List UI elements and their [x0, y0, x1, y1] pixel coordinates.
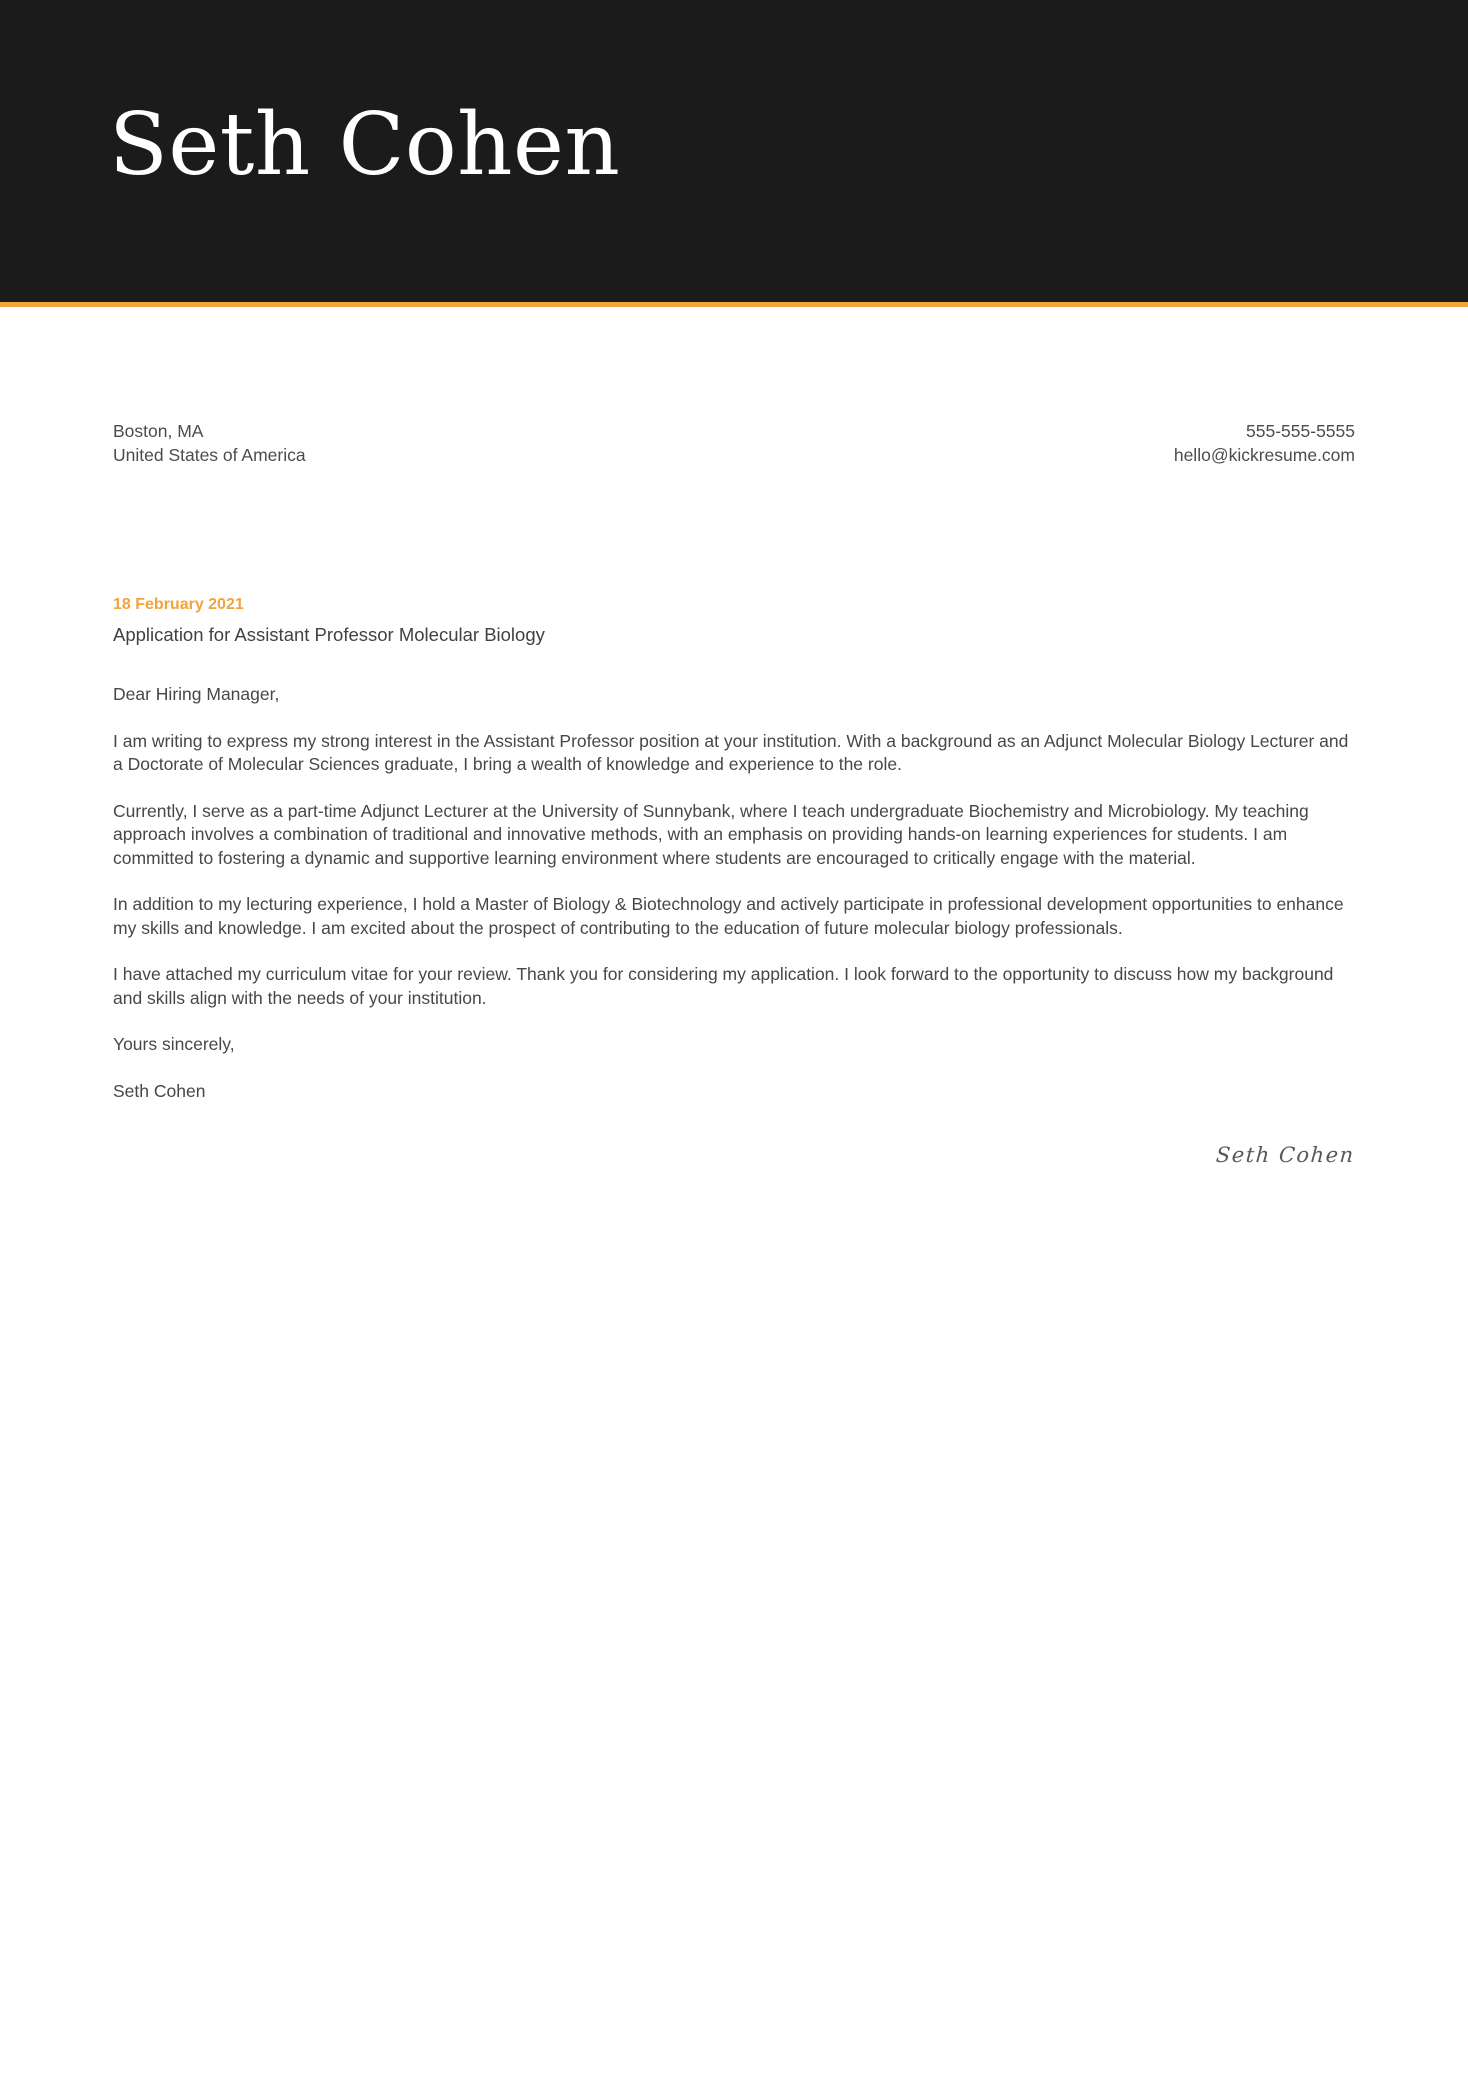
letter-subject: Application for Assistant Professor Molecular Biology	[113, 624, 545, 645]
letter-content	[0, 419, 1468, 1167]
closing-phrase: Yours sincerely,	[113, 1034, 235, 1054]
paragraph-qualifications: In addition to my lecturing experience, I hold a Master of Biology & Biotechnology and actively participate in professional development opportunities to enhance my skills and knowledge. I am excited about the prospect of contributing to the education of future molecular biology professionals.	[113, 894, 1344, 938]
salutation: Dear Hiring Manager,	[113, 684, 280, 704]
applicant-name-title: Seth Cohen	[109, 95, 621, 195]
contact-email: hello@kickresume.com	[1173, 445, 1355, 465]
signature-area	[113, 1143, 1355, 1167]
contact-details	[1174, 419, 1355, 467]
typed-signature-name: Seth Cohen	[113, 1080, 206, 1101]
handwritten-signature: Seth Cohen	[1215, 1143, 1356, 1167]
letter-date: 18 February 2021	[113, 596, 244, 613]
letter-header	[0, 0, 1468, 302]
contact-city-state: Boston, MA	[113, 421, 204, 441]
paragraph-current-role: Currently, I serve as a part-time Adjunct Lecturer at the University of Sunnybank, where I teach undergraduate Biochemistry and Microbiology. My teaching approach involves a combination of traditional and innovative methods, with an emphasis on providing hands-on learning experiences for students. I am committed to fostering a dynamic and supportive learning environment where students are encouraged to critically engage with the material.	[113, 800, 1309, 868]
contact-phone: 555-555-5555	[1246, 421, 1355, 441]
contact-country: United States of America	[113, 445, 306, 465]
contact-block	[113, 419, 1355, 467]
paragraph-intro: I am writing to express my strong interest in the Assistant Professor position at your institution. With a background as an Adjunct Molecular Biology Lecturer and a Doctorate of Molecular Sciences graduate, I bring a wealth of knowledge and experience to the role.	[113, 730, 1349, 774]
accent-divider	[0, 302, 1468, 307]
paragraph-closing-cv: I have attached my curriculum vitae for your review. Thank you for considering my application. I look forward to the opportunity to discuss how my background and skills align with the needs of your institution.	[113, 964, 1334, 1008]
contact-address	[113, 419, 306, 467]
letter-body	[113, 683, 1355, 1103]
